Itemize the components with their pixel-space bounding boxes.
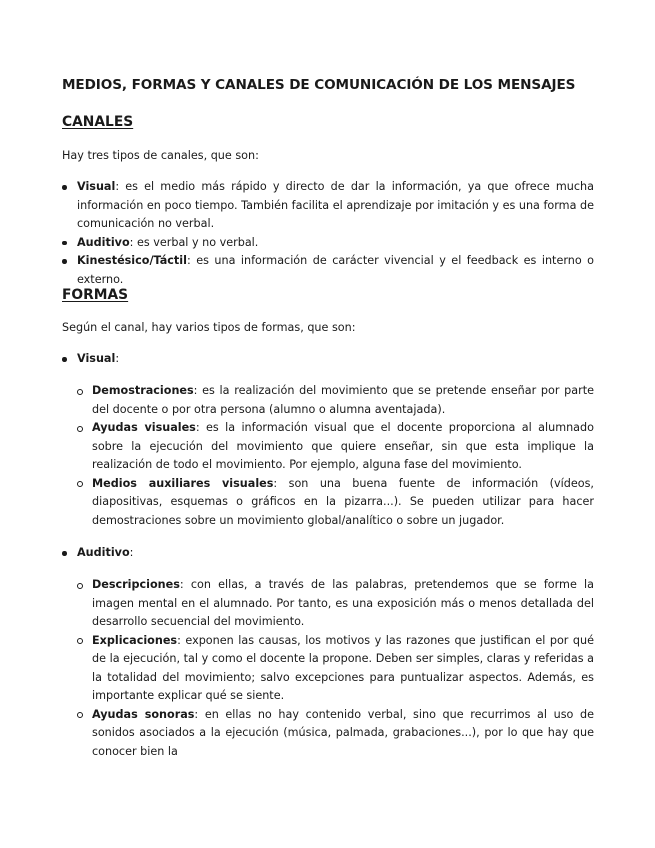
auditory-forms-list xyxy=(76,576,594,761)
term-demostraciones: Demostraciones xyxy=(92,384,194,397)
category-label: Visual xyxy=(77,352,116,365)
list-item xyxy=(76,382,594,419)
section-heading-formas: FORMAS xyxy=(62,287,129,303)
circle-bullet-icon xyxy=(77,389,83,395)
term-description: : en ellas no hay contenido verbal, sino que recurrimos al uso de sonidos asociados a la ejecución (música, palmada, grabaciones...), por lo que hay que conocer bien la xyxy=(92,707,594,758)
circle-bullet-icon xyxy=(77,426,83,432)
bullet-icon xyxy=(62,185,67,190)
list-item xyxy=(76,576,594,632)
term-description: : es el medio más rápido y directo de dar la información, ya que ofrece mucha información en poco tiempo. También facilita el aprendizaje por imitación y es una forma de comunicación no verbal. xyxy=(77,180,594,230)
category-suffix: : xyxy=(129,546,134,559)
category-label: Auditivo xyxy=(77,546,130,559)
category-auditivo xyxy=(62,544,133,563)
bullet-icon xyxy=(62,259,67,264)
term-ayudas-sonoras: Ayudas sonoras xyxy=(92,707,195,721)
formas-intro: Según el canal, hay varios tipos de formas, que son: xyxy=(62,321,356,334)
term-description: : con ellas, a través de las palabras, pretendemos que se forme la imagen mental en el alumnado. Por tanto, es una exposición más o menos detallada del desarrollo secuencial del movimiento. xyxy=(92,578,594,628)
circle-bullet-icon xyxy=(77,583,83,589)
canales-list xyxy=(62,178,594,289)
term-ayudas-visuales: Ayudas visuales xyxy=(92,421,196,434)
term-auditivo: Auditivo xyxy=(77,235,130,249)
list-item xyxy=(62,234,594,253)
term-descripciones: Descripciones xyxy=(92,578,180,591)
category-visual xyxy=(62,350,119,369)
section-heading-canales: CANALES xyxy=(62,114,134,130)
category-suffix: : xyxy=(115,352,120,365)
term-medios-auxiliares: Medios auxiliares visuales xyxy=(92,476,274,490)
term-kinestesico: Kinestésico/Táctil xyxy=(77,254,187,267)
term-description: : son una buena fuente de información (vídeos, diapositivas, esquemas o gráficos en la pizarra...). Se pueden utilizar para hacer demostraciones sobre un movimiento global/analítico o sobre un jugador. xyxy=(92,476,594,527)
document-title: MEDIOS, FORMAS Y CANALES DE COMUNICACIÓN DE LOS MENSAJES xyxy=(62,77,576,93)
circle-bullet-icon xyxy=(77,638,83,644)
term-description: : exponen las causas, los motivos y las razones que justifican el por qué de la ejecución, tal y como el docente la propone. Deben ser simples, claras y referidas a la totalidad del movimiento; salvo excepciones para puntualizar aspectos. Además, es importante explicar qué se siente. xyxy=(92,633,594,702)
list-item xyxy=(76,419,594,475)
list-item xyxy=(76,706,594,762)
term-visual: Visual xyxy=(77,180,116,193)
bullet-icon xyxy=(62,241,67,246)
list-item xyxy=(76,475,594,531)
term-description: : es una información de carácter vivencial y el feedback es interno o externo. xyxy=(77,254,594,286)
term-explicaciones: Explicaciones xyxy=(92,633,178,647)
list-item xyxy=(62,252,594,289)
list-item xyxy=(62,178,594,234)
term-description: : es la información visual que el docente proporciona al alumnado sobre la ejecución del movimiento que quiere enseñar, sin que esta implique la realización de todo el movimiento. Por ejemplo, alguna fase del movimiento. xyxy=(92,421,594,471)
bullet-icon xyxy=(62,357,67,362)
canales-intro: Hay tres tipos de canales, que son: xyxy=(62,149,259,162)
circle-bullet-icon xyxy=(77,712,83,718)
bullet-icon xyxy=(62,551,67,556)
term-description: : es verbal y no verbal. xyxy=(129,235,259,249)
circle-bullet-icon xyxy=(77,481,83,487)
term-description: : es la realización del movimiento que se pretende enseñar por parte del docente o por otra persona (alumno o alumna aventajada). xyxy=(92,384,594,416)
list-item xyxy=(76,632,594,706)
visual-forms-list xyxy=(76,382,594,530)
